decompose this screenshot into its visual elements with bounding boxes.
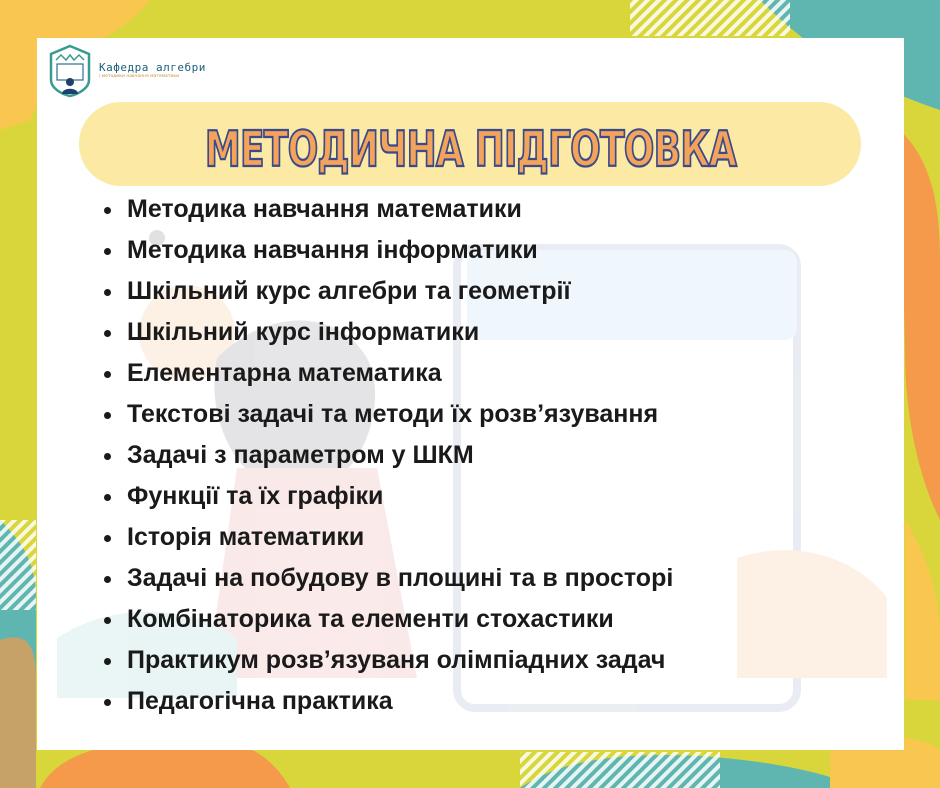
content-card [37,38,904,750]
bullet-icon [104,207,111,214]
list-item [101,312,673,353]
list-item [101,599,673,640]
course-title: Методика навчання математики [127,195,522,223]
course-title: Комбінаторика та елементи стохастики [127,605,614,633]
course-title: Історія математики [127,523,365,551]
list-item [101,517,673,558]
course-title: Задачі на побудову в площині та в просторі [127,564,674,592]
bullet-icon [104,658,111,665]
course-title: Функції та їх графіки [127,482,384,510]
list-item [101,681,673,722]
department-name: Кафедра алгебри [99,61,206,75]
course-title: Шкільний курс інформатики [127,318,480,346]
bullet-icon [104,576,111,583]
bullet-icon [104,412,111,419]
list-item [101,476,673,517]
bullet-icon [104,371,111,378]
course-title: Педагогічна практика [127,687,393,715]
department-logo [47,44,206,98]
course-list [101,189,673,722]
department-emblem-icon [47,44,93,98]
list-item [101,189,673,230]
course-title: Методика навчання інформатики [127,236,538,264]
list-item [101,271,673,312]
course-title: Елементарна математика [127,359,442,387]
page-title: МЕТОДИЧНА ПІДГОТОВКА [204,121,737,179]
list-item [101,558,673,599]
bullet-icon [104,535,111,542]
course-title: Задачі з параметром у ШКМ [127,441,474,469]
list-item [101,230,673,271]
bullet-icon [104,617,111,624]
list-item [101,435,673,476]
bullet-icon [104,494,111,501]
bullet-icon [104,289,111,296]
course-title: Практикум розв’язуваня олімпіадних задач [127,646,666,674]
department-subtitle: і методики навчання математики [99,74,180,80]
course-title: Шкільний курс алгебри та геометрії [127,277,571,305]
list-item [101,640,673,681]
bullet-icon [104,699,111,706]
list-item [101,353,673,394]
bullet-icon [104,248,111,255]
bullet-icon [104,330,111,337]
bullet-icon [104,453,111,460]
list-item [101,394,673,435]
course-title: Текстові задачі та методи їх розв’язування [127,400,659,428]
